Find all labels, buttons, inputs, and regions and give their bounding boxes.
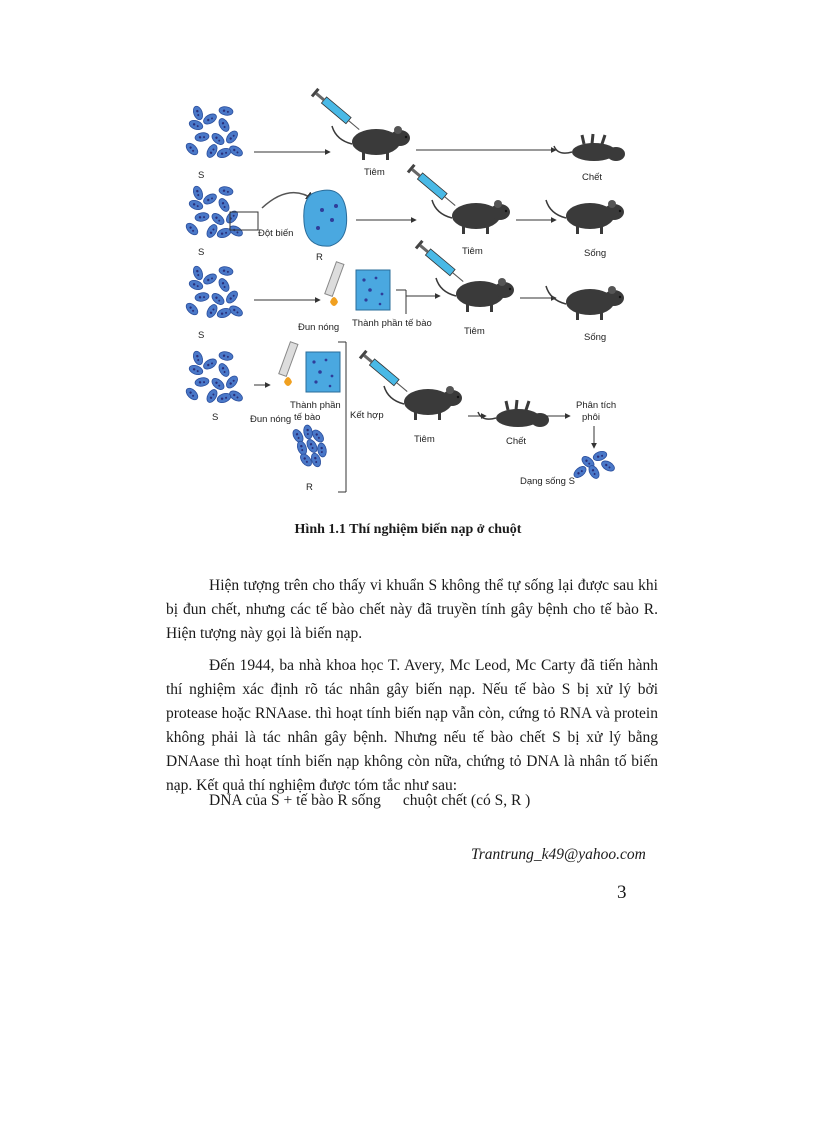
label-phan-tich-b: phôi	[582, 412, 600, 423]
label-dun-nong-3: Đun nóng	[298, 322, 340, 333]
label-thanh-phan-4b: tế bào	[294, 412, 321, 423]
label-tiem-3: Tiêm	[464, 326, 485, 337]
label-song-2: Sống	[584, 248, 607, 259]
label-tiem-4: Tiêm	[414, 434, 435, 445]
label-chet-1: Chết	[582, 172, 603, 183]
label-s-1: S	[198, 170, 205, 181]
label-song-3: Sống	[584, 332, 607, 343]
label-s-4: S	[212, 412, 219, 423]
label-r-4: R	[306, 482, 313, 493]
row-1	[184, 88, 625, 183]
label-s-3: S	[198, 330, 205, 341]
formula	[209, 792, 530, 810]
label-tiem-2: Tiêm	[462, 246, 483, 257]
label-ket-hop: Kết hợp	[350, 410, 384, 421]
label-tiem-1: Tiêm	[364, 167, 385, 178]
formula-left: DNA của S + tế bào R sống	[209, 792, 381, 809]
label-dot-bien: Đột biến	[258, 228, 294, 239]
body-text	[166, 574, 658, 806]
formula-right: chuột chết (có S, R )	[402, 792, 531, 809]
figure-svg	[180, 80, 650, 500]
experiment-figure	[180, 80, 650, 500]
row-4	[184, 342, 616, 493]
paragraph-2: Đến 1944, ba nhà khoa học T. Avery, Mc Leod, Mc Carty đã tiến hành thí nghiệm xác định rõ tác nhân gây biến nạp. Nếu tế bào S bị xử lý bởi protease hoặc RNAase. thì hoạt tính biến nạp vẫn còn, cứng tỏ RNA và protein không phải là tác nhân gây bệnh. Nhưng nếu tế bào chết S bị xử lý bằng DNAase thì hoạt tính biến nạp không còn nữa, chứng tỏ DNA là nhân tố biến nạp. Kết quả thí nghiệm được tóm tắc như sau:	[166, 657, 658, 794]
paragraph-1: Hiện tượng trên cho thấy vi khuẩn S không thể tự sống lại được sau khi bị đun chết, nhưng các tế bào chết này đã truyền tính gây bệnh cho tế bào R. Hiện tượng này gọi là biến nạp.	[166, 577, 658, 642]
figure-caption: Hình 1.1 Thí nghiệm biến nạp ở chuột	[294, 522, 522, 537]
row-3	[184, 240, 624, 343]
label-thanh-phan-4a: Thành phần	[290, 400, 341, 411]
label-dang-song-s: Dạng sống S	[520, 476, 575, 487]
row-2	[184, 164, 624, 263]
author-email: Trantrung_k49@yahoo.com	[471, 846, 646, 863]
label-dun-nong-4: Đun nóng	[250, 414, 292, 425]
page-number: 3	[617, 882, 627, 903]
label-chet-4: Chết	[506, 436, 527, 447]
label-thanh-phan-3: Thành phần tế bào	[352, 318, 432, 329]
label-s-2: S	[198, 247, 205, 258]
label-phan-tich-a: Phân tích	[576, 400, 617, 411]
label-r-2: R	[316, 252, 323, 263]
